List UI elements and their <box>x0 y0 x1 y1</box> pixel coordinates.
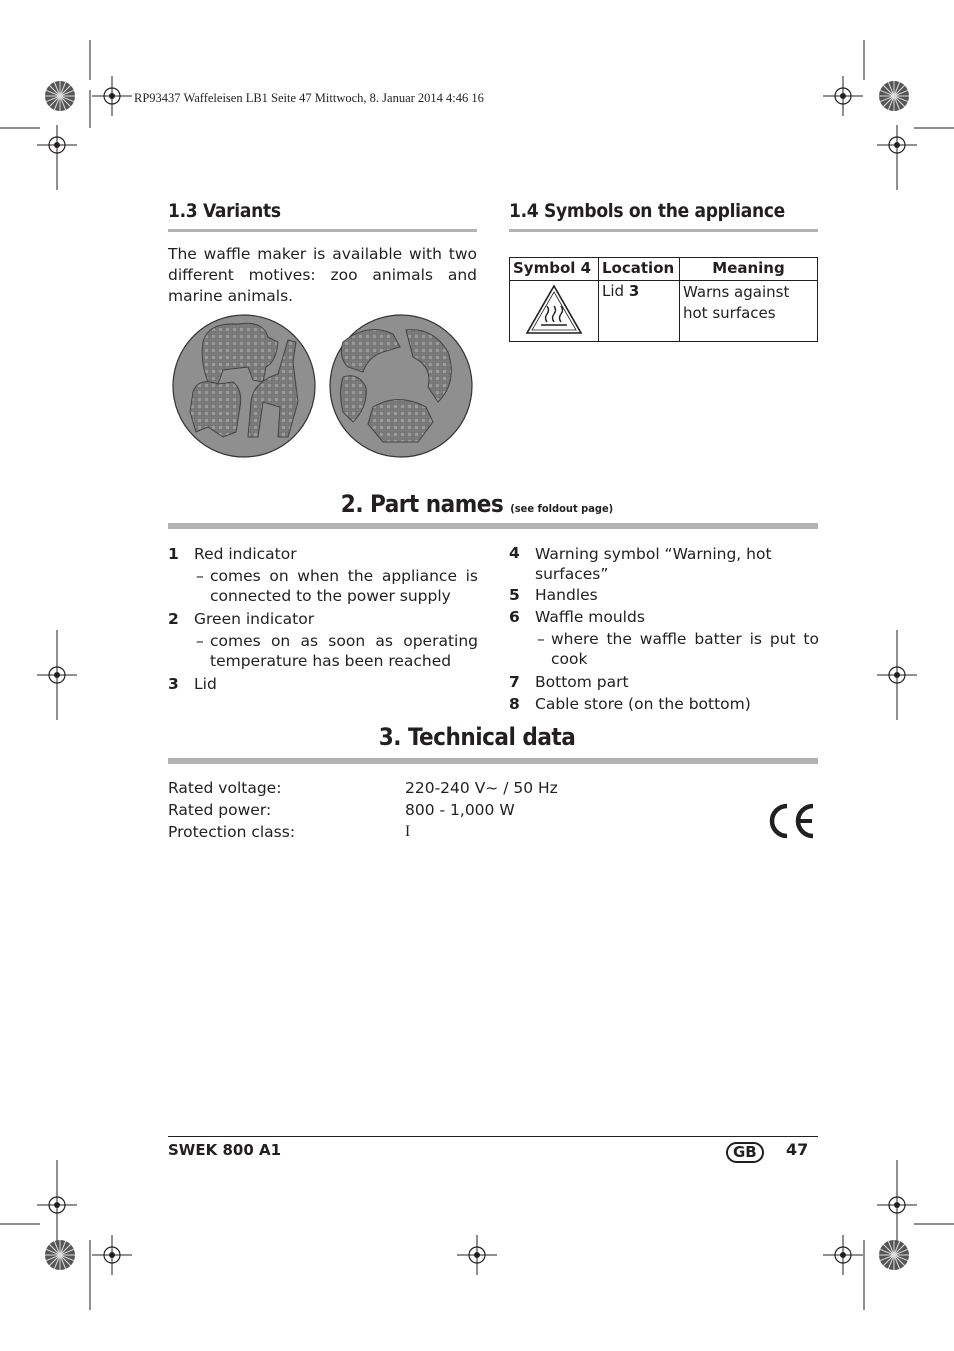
tech-value: 220-240 V~ / 50 Hz <box>405 779 558 797</box>
symbols-table <box>509 257 818 342</box>
table-row <box>510 281 818 342</box>
part-list-right <box>509 543 819 715</box>
list-item: 6 Waffle moulds <box>509 608 645 626</box>
variants-rule <box>168 229 477 232</box>
technical-data-heading: 3. Technical data <box>378 723 576 751</box>
hot-surface-warning-icon <box>523 282 585 336</box>
variants-heading: 1.3 Variants <box>168 200 281 222</box>
footer-model: SWEK 800 A1 <box>168 1141 282 1159</box>
col-location: Location <box>599 258 680 281</box>
list-item-detail: – where the waffle batter is put to cook <box>537 630 819 668</box>
tech-label: Protection class: <box>168 823 296 841</box>
tech-label: Rated power: <box>168 801 272 819</box>
col-meaning: Meaning <box>680 258 818 281</box>
technical-data-rule <box>168 758 818 764</box>
list-item: 3 Lid <box>168 675 217 693</box>
variants-text: The waffle maker is available with two different motives: zoo animals and marine animals. <box>168 245 477 305</box>
list-item: 7 Bottom part <box>509 673 629 691</box>
tech-value: 800 - 1,000 W <box>405 801 515 819</box>
meaning-cell: Warns against hot surfaces <box>680 281 818 342</box>
table-row <box>168 777 588 799</box>
marine-animals-plate <box>330 315 472 457</box>
zoo-animals-plate <box>173 315 315 457</box>
part-names-rule <box>168 523 818 529</box>
symbols-rule <box>509 229 818 232</box>
part-list-left <box>168 543 478 695</box>
tech-label: Rated voltage: <box>168 779 282 797</box>
list-item-detail: – comes on when the appliance is connected to the power supply <box>196 567 478 605</box>
language-badge: GB <box>726 1142 764 1163</box>
location-cell: Lid 3 <box>599 281 680 342</box>
symbols-heading: 1.4 Symbols on the appliance <box>509 200 785 222</box>
list-item: 4 Warning symbol “Warning, hot surfaces” <box>509 544 772 583</box>
list-item: 5 Handles <box>509 586 598 604</box>
tech-value: I <box>405 823 411 840</box>
list-item-detail: – comes on as soon as operating temperature has been reached <box>196 632 478 670</box>
col-symbol: Symbol 4 <box>510 258 599 281</box>
table-row <box>168 799 588 821</box>
print-header: RP93437 Waffeleisen LB1 Seite 47 Mittwoch, 8. Januar 2014 4:46 16 <box>134 91 484 105</box>
list-item: 8 Cable store (on the bottom) <box>509 695 751 713</box>
symbols-table-header <box>510 258 818 281</box>
part-names-heading: 2. Part names (see foldout page) <box>340 490 614 518</box>
ce-mark-icon <box>767 802 817 840</box>
table-row <box>168 821 588 843</box>
symbol-cell <box>510 281 599 342</box>
footer-rule <box>168 1136 818 1137</box>
list-item: 2 Green indicator <box>168 610 315 628</box>
technical-data-list <box>168 777 588 843</box>
foldout-note: (see foldout page) <box>510 502 614 515</box>
waffle-plates-illustration <box>168 312 478 462</box>
page-number: 47 <box>786 1140 809 1159</box>
list-item: 1 Red indicator <box>168 545 297 563</box>
